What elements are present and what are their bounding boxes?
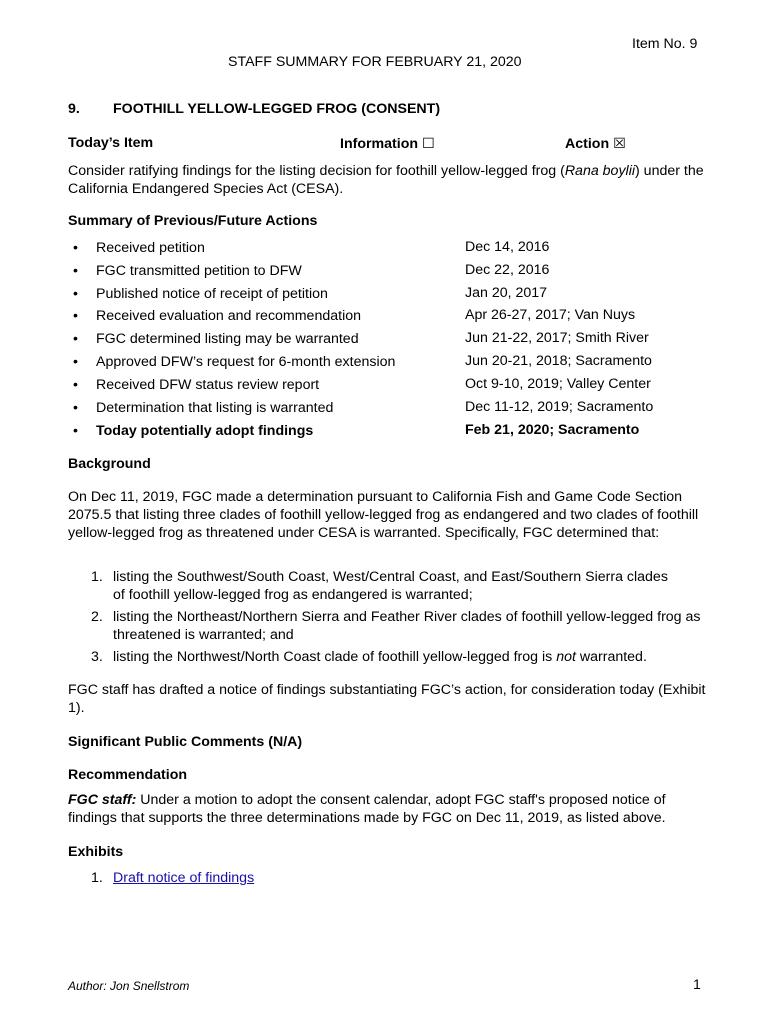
page-title: STAFF SUMMARY FOR FEBRUARY 21, 2020 <box>228 54 522 70</box>
action-label: Action <box>565 136 610 152</box>
information-label: Information <box>340 136 419 152</box>
intro-text-end: ) under the California Endangered Species Act (CESA). <box>68 163 704 197</box>
intro-paragraph <box>68 162 708 198</box>
summary-date: Jun 20-21, 2018; Sacramento <box>465 353 652 369</box>
background-closing: FGC staff has drafted a notice of findings substantiating FGC’s action, for consideration today (Exhibit 1). <box>68 682 706 716</box>
summary-action: Approved DFW’s request for 6-month extension <box>96 354 396 370</box>
intro-text: Consider ratifying findings for the listing decision for foothill yellow-legged frog ( <box>68 163 565 179</box>
agenda-heading: FOOTHILL YELLOW-LEGGED FROG (CONSENT) <box>113 101 441 117</box>
summary-date: Jun 21-22, 2017; Smith River <box>465 330 649 346</box>
public-comments-heading: Significant Public Comments (N/A) <box>68 734 303 750</box>
list-text: listing the Southwest/South Coast, West/Central Coast, and East/Southern Sierra clades of foothill yellow-legged frog as endangered is warranted; <box>113 569 668 603</box>
summary-date: Dec 11-12, 2019; Sacramento <box>465 399 654 415</box>
species-name: Rana boylii <box>564 163 636 179</box>
summary-action: Received DFW status review report <box>96 377 320 393</box>
background-paragraph: On Dec 11, 2019, FGC made a determination pursuant to California Fish and Game Code Section 2075.5 that listing three clades of foothill yellow-legged frog as endangered and two clades of foothill yellow-legged frog as threatened under CESA is warranted. Specifically, FGC determined that: <box>68 489 699 541</box>
recommendation-heading: Recommendation <box>68 767 188 783</box>
summary-action: FGC transmitted petition to DFW <box>96 263 302 279</box>
agenda-number: 9. <box>68 101 80 117</box>
bullet-icon: • <box>73 286 78 302</box>
list-text-start: listing the Northwest/North Coast clade of foothill yellow-legged frog is <box>113 649 557 665</box>
exhibit-number: 1. <box>91 870 103 886</box>
recommendation-text: Under a motion to adopt the consent calendar, adopt FGC staff's proposed notice of findings that supports the three determinations made by FGC on Dec 11, 2019, as listed above. <box>68 792 666 826</box>
list-number: 3. <box>91 649 103 665</box>
list-text <box>113 648 713 666</box>
list-number: 2. <box>91 609 103 625</box>
bullet-icon: • <box>73 331 78 347</box>
summary-action: Received evaluation and recommendation <box>96 308 361 324</box>
bullet-icon: • <box>73 263 78 279</box>
author-footer: Author: Jon Snellstrom <box>68 979 190 993</box>
summary-date: Oct 9-10, 2019; Valley Center <box>465 376 651 392</box>
recommendation-paragraph <box>68 791 718 827</box>
item-number: Item No. 9 <box>632 36 698 52</box>
summary-date: Dec 22, 2016 <box>465 262 550 278</box>
action-checkbox-icon: ☒ <box>613 136 626 152</box>
summary-action: Today potentially adopt findings <box>96 423 314 439</box>
summary-date: Jan 20, 2017 <box>465 285 548 301</box>
recommendation-label: FGC staff: <box>68 792 137 808</box>
exhibits-heading: Exhibits <box>68 844 124 860</box>
bullet-icon: • <box>73 354 78 370</box>
summary-date: Dec 14, 2016 <box>465 239 550 255</box>
todays-item-label: Today’s Item <box>68 135 154 151</box>
bullet-icon: • <box>73 240 78 256</box>
summary-action: FGC determined listing may be warranted <box>96 331 359 347</box>
list-text: listing the Northeast/Northern Sierra and Feather River clades of foothill yellow-legged frog as threatened is warranted; and <box>113 609 701 643</box>
information-checkbox-icon: ☐ <box>421 136 435 152</box>
exhibit-link-draft-notice[interactable]: Draft notice of findings <box>113 870 255 886</box>
emphasis-text: not <box>556 649 576 665</box>
bullet-icon: • <box>73 400 78 416</box>
summary-heading: Summary of Previous/Future Actions <box>68 213 318 229</box>
summary-action: Published notice of receipt of petition <box>96 286 328 302</box>
summary-date: Apr 26-27, 2017; Van Nuys <box>465 307 636 323</box>
summary-action: Received petition <box>96 240 205 256</box>
bullet-icon: • <box>73 377 78 393</box>
list-number: 1. <box>91 569 103 585</box>
action-option <box>565 135 626 153</box>
bullet-icon: • <box>73 308 78 324</box>
summary-action: Determination that listing is warranted <box>96 400 334 416</box>
bullet-icon: • <box>73 423 78 439</box>
page-number: 1 <box>693 977 701 993</box>
summary-date: Feb 21, 2020; Sacramento <box>465 422 640 438</box>
background-heading: Background <box>68 456 151 472</box>
information-option <box>340 135 435 153</box>
list-text-end: warranted. <box>575 649 647 665</box>
